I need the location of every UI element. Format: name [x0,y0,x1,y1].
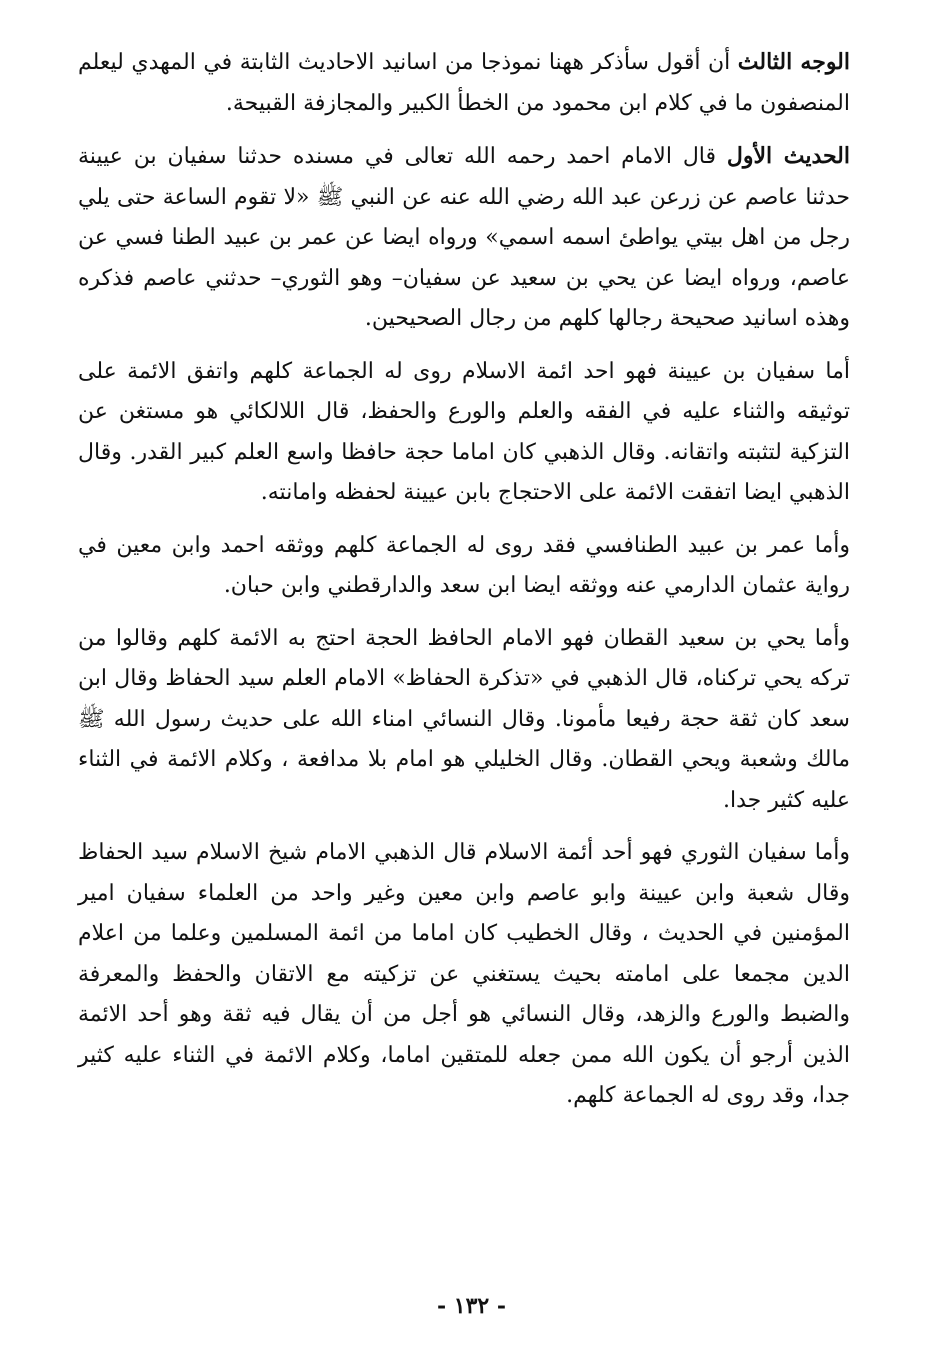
page-body [78,42,850,1125]
paragraph-text: وأما سفيان الثوري فهو أحد أئمة الاسلام قال الذهبي الامام شيخ الاسلام سيد الحفاظ وقال شعبة وابن عيينة وابو عاصم وابن معين وغير واحد من العلماء سفيان امير المؤمنين في الحديث ، وقال الخطيب كان اماما من ائمة المسلمين وعلما من اعلام الدين مجمعا على امامته بحيث يستغني عن تزكيته مع الاتقان والحفظ والمعرفة والضبط والورع والزهد، وقال النسائي هو أجل من أن يقال فيه ثقة وهو أحد الائمة الذين أرجو أن يكون الله ممن جعله للمتقين اماما، وكلام الائمة في الثناء عليه كثير جدا، وقد روى له الجماعة كلهم. [78,840,851,1108]
paragraph-text: وأما عمر بن عبيد الطنافسي فقد روى له الجماعة كلهم ووثقه احمد وابن معين في رواية عثمان الدارمي عنه ووثقه ايضا ابن سعد والدارقطني وابن حبان. [78,532,850,598]
paragraph-text: قال الامام احمد رحمه الله تعالى في مسنده حدثنا سفيان بن عيينة حدثنا عاصم عن زرعن عبد الله رضي الله عنه عن النبي ﷺ «لا تقوم الساعة حتى يلي رجل من اهل بيتي يواطئ اسمه اسمي» ورواه ايضا عن عمر بن عبيد الطنا فسي عن عاصم، ورواه ايضا عن يحي بن سعيد عن سفيان– وهو الثوري– حدثني عاصم فذكره وهذه اسانيد صحيحة رجالها كلهم من رجال الصحيحين. [78,144,850,331]
paragraph-text: أن أقول سأذكر ههنا نموذجا من اسانيد الاحاديث الثابتة في المهدي ليعلم المنصفون ما في كلام ابن محمود من الخطأ الكبير والمجازفة القبيحة. [78,50,850,116]
paragraph-text: أما سفيان بن عيينة فهو احد ائمة الاسلام روى له الجماعة كلهم واتفق الائمة على توثيقه والثناء عليه في الفقه والعلم والورع والحفظ، قال اللالكائي هو مستغن عن التزكية لتثبته واتقانه. وقال الذهبي كان اماما حجة حافظا واسع العلم كبير القدر. وقال الذهبي ايضا اتفقت الائمة على الاحتجاج بابن عيينة لحفظه وامانته. [78,358,850,505]
paragraph-sufyan-al-thawri [78,833,850,1117]
paragraph-yahya-al-qattan [78,619,850,822]
paragraph-first-hadith [78,136,850,340]
paragraph-heading: الحديث الأول [726,143,851,169]
paragraph-sufyan-ibn-uyaynah [78,352,850,514]
paragraph-heading: الوجه الثالث [737,49,850,75]
paragraph-text: وأما يحي بن سعيد القطان فهو الامام الحافظ الحجة احتج به الائمة كلهم وقالوا من تركه يحي تركناه، قال الذهبي في «تذكرة الحفاظ» الامام العلم سيد الحفاظ وقال ابن سعد كان ثقة حجة رفيعا مأمونا. وقال النسائي امناء الله على حديث رسول الله ﷺ مالك وشعبة ويحي القطان. وقال الخليلي هو امام بلا مدافعة ، وكلام الائمة في الثناء عليه كثير جدا. [78,625,850,813]
paragraph-third-aspect [78,42,850,124]
paragraph-umar-ibn-ubayd [78,526,850,607]
page-number: - ١٣٢ - [436,1293,507,1319]
